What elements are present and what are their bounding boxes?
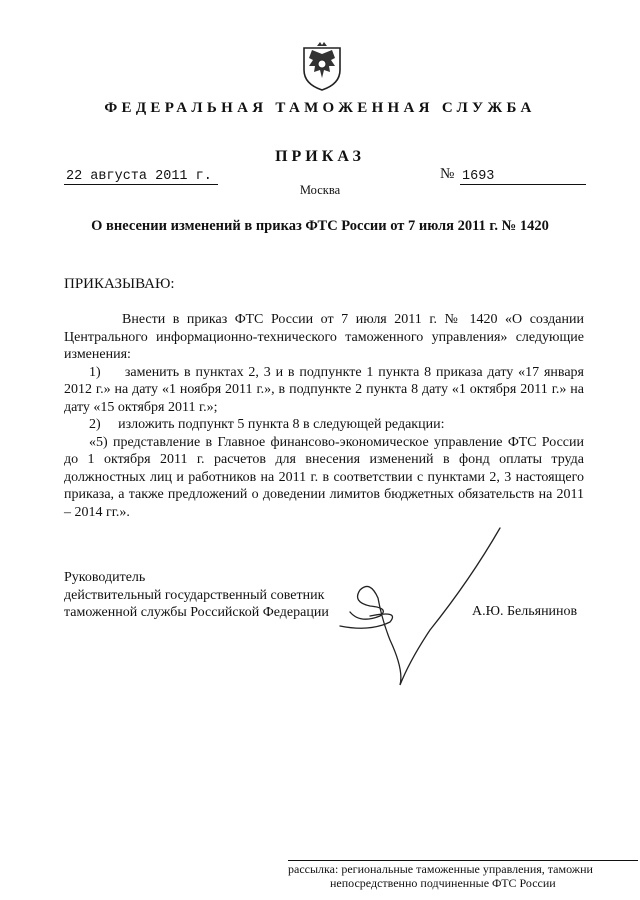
body-intro: Внести в приказ ФТС России от 7 июля 2011 г. № 1420 «О создании Центрального информационно-технического таможенного управления» следующие изменения: xyxy=(64,312,584,362)
city: Москва xyxy=(299,183,341,197)
order-title: О внесении изменений в приказ ФТС России от 7 июля 2011 г. № 1420 xyxy=(91,218,549,234)
coat-of-arms-emblem xyxy=(300,40,344,92)
order-body xyxy=(64,311,584,521)
command-word: ПРИКАЗЫВАЮ: xyxy=(64,276,175,292)
signatory-line-3: таможенной службы Российской Федерации xyxy=(64,605,329,620)
order-date: 22 августа 2011 г. xyxy=(64,169,218,185)
distribution-list xyxy=(288,860,638,890)
body-item-1: 1) заменить в пунктах 2, 3 и в подпункте 1 пункта 8 приказа дату «17 января 2012 г.» на дату «1 ноября 2011 г.», в подпункте 2 пункта 8 дату «1 октября 2011 г.» на дату «15 октября 2011 г.»; xyxy=(64,364,584,415)
number-label: № xyxy=(440,166,455,182)
agency-name: ФЕДЕРАЛЬНАЯ ТАМОЖЕННАЯ СЛУЖБА xyxy=(104,100,536,116)
signatory-line-1: Руководитель xyxy=(64,570,146,585)
order-number: 1693 xyxy=(460,169,586,185)
body-item-2: 2) изложить подпункт 5 пункта 8 в следующей редакции: xyxy=(89,417,445,432)
distribution-line-1: рассылка: региональные таможенные управления, таможни xyxy=(288,862,593,876)
signatory-line-2: действительный государственный советник xyxy=(64,587,325,603)
distribution-line-2: непосредственно подчиненные ФТС России xyxy=(330,876,556,890)
document-type: ПРИКАЗ xyxy=(275,148,365,165)
signatory-block xyxy=(64,569,329,622)
body-quote: «5) представление в Главное финансово-экономическое управление ФТС России до 1 октября 2011 г. расчетов для внесения изменений в фонд оплаты труда должностных лиц и работников на 2011 г. в соответствии с пунктами 2, 3 настоящего приказа, а также предложений о доведении лимитов бюджетных обязательств на 2011 – 2014 гг.». xyxy=(64,434,584,520)
signatory-name: А.Ю. Бельянинов xyxy=(472,604,578,619)
